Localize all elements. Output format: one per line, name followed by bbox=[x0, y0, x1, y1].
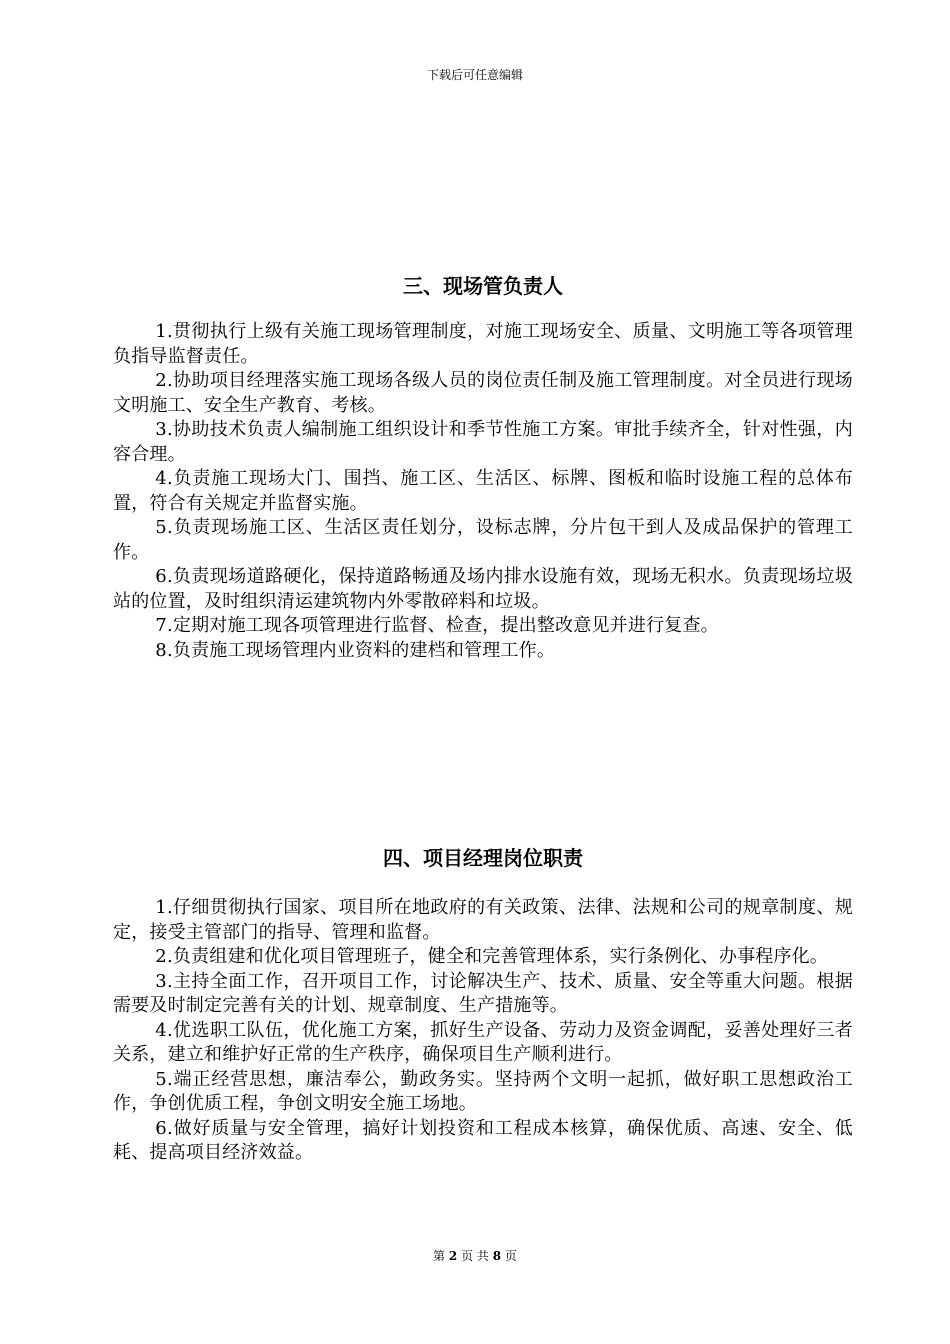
list-item: 3.协助技术负责人编制施工组织设计和季节性施工方案。审批手续齐全，针对性强，内容合理。 bbox=[113, 419, 853, 465]
list-item: 2.负责组建和优化项目管理班子，健全和完善管理体系，实行条例化、办事程序化。 bbox=[155, 946, 829, 967]
section-site-manager bbox=[113, 272, 853, 663]
footer-page-number: 2 bbox=[448, 1249, 458, 1263]
list-item: 2.协助项目经理落实施工现场各级人员的岗位责任制及施工管理制度。对全员进行现场文明施工、安全生产教育、考核。 bbox=[113, 370, 853, 416]
list-item: 4.负责施工现场大门、围挡、施工区、生活区、标牌、图板和临时设施工程的总体布置，符合有关规定并监督实施。 bbox=[113, 468, 853, 514]
list-item: 7.定期对施工现各项管理进行监督、检查，提出整改意见并进行复查。 bbox=[155, 615, 719, 636]
list-item: 5.端正经营思想，廉洁奉公，勤政务实。坚持两个文明一起抓，做好职工思想政治工作，争创优质工程，争创文明安全施工场地。 bbox=[113, 1068, 853, 1114]
list-item: 6.做好质量与安全管理，搞好计划投资和工程成本核算，确保优质、高速、安全、低耗、提高项目经济效益。 bbox=[113, 1117, 853, 1163]
section-title: 四、项目经理岗位职责 bbox=[383, 846, 583, 870]
list-item: 8.负责施工现场管理内业资料的建档和管理工作。 bbox=[155, 639, 556, 661]
footer-mid: 页 共 bbox=[461, 1249, 489, 1263]
list-item: 1.贯彻执行上级有关施工现场管理制度，对施工现场安全、质量、文明施工等各项管理负指导监督责任。 bbox=[113, 321, 853, 367]
header-note: 下载后可任意编辑 bbox=[426, 68, 523, 82]
footer-total-pages: 8 bbox=[492, 1249, 502, 1263]
list-item: 5.负责现场施工区、生活区责任划分，设标志牌，分片包干到人及成品保护的管理工作。 bbox=[113, 517, 853, 563]
list-item: 6.负责现场道路硬化，保持道路畅通及场内排水设施有效，现场无积水。负责现场垃圾站的位置，及时组织清运建筑物内外零散碎料和垃圾。 bbox=[113, 566, 853, 612]
list-item: 1.仔细贯彻执行国家、项目所在地政府的有关政策、法律、法规和公司的规章制度、规定，接受主管部门的指导、管理和监督。 bbox=[113, 897, 853, 943]
section-title: 三、现场管负责人 bbox=[403, 274, 563, 298]
footer-suffix: 页 bbox=[504, 1249, 517, 1263]
page-footer bbox=[0, 1247, 950, 1264]
section-project-manager bbox=[113, 844, 853, 1166]
list-item: 4.优选职工队伍，优化施工方案，抓好生产设备、劳动力及资金调配，妥善处理好三者关系，建立和维护好正常的生产秩序，确保项目生产顺利进行。 bbox=[113, 1019, 853, 1065]
footer-prefix: 第 bbox=[433, 1249, 446, 1263]
list-item: 3.主持全面工作，召开项目工作，讨论解决生产、技术、质量、安全等重大问题。根据需要及时制定完善有关的计划、规章制度、生产措施等。 bbox=[113, 970, 853, 1016]
